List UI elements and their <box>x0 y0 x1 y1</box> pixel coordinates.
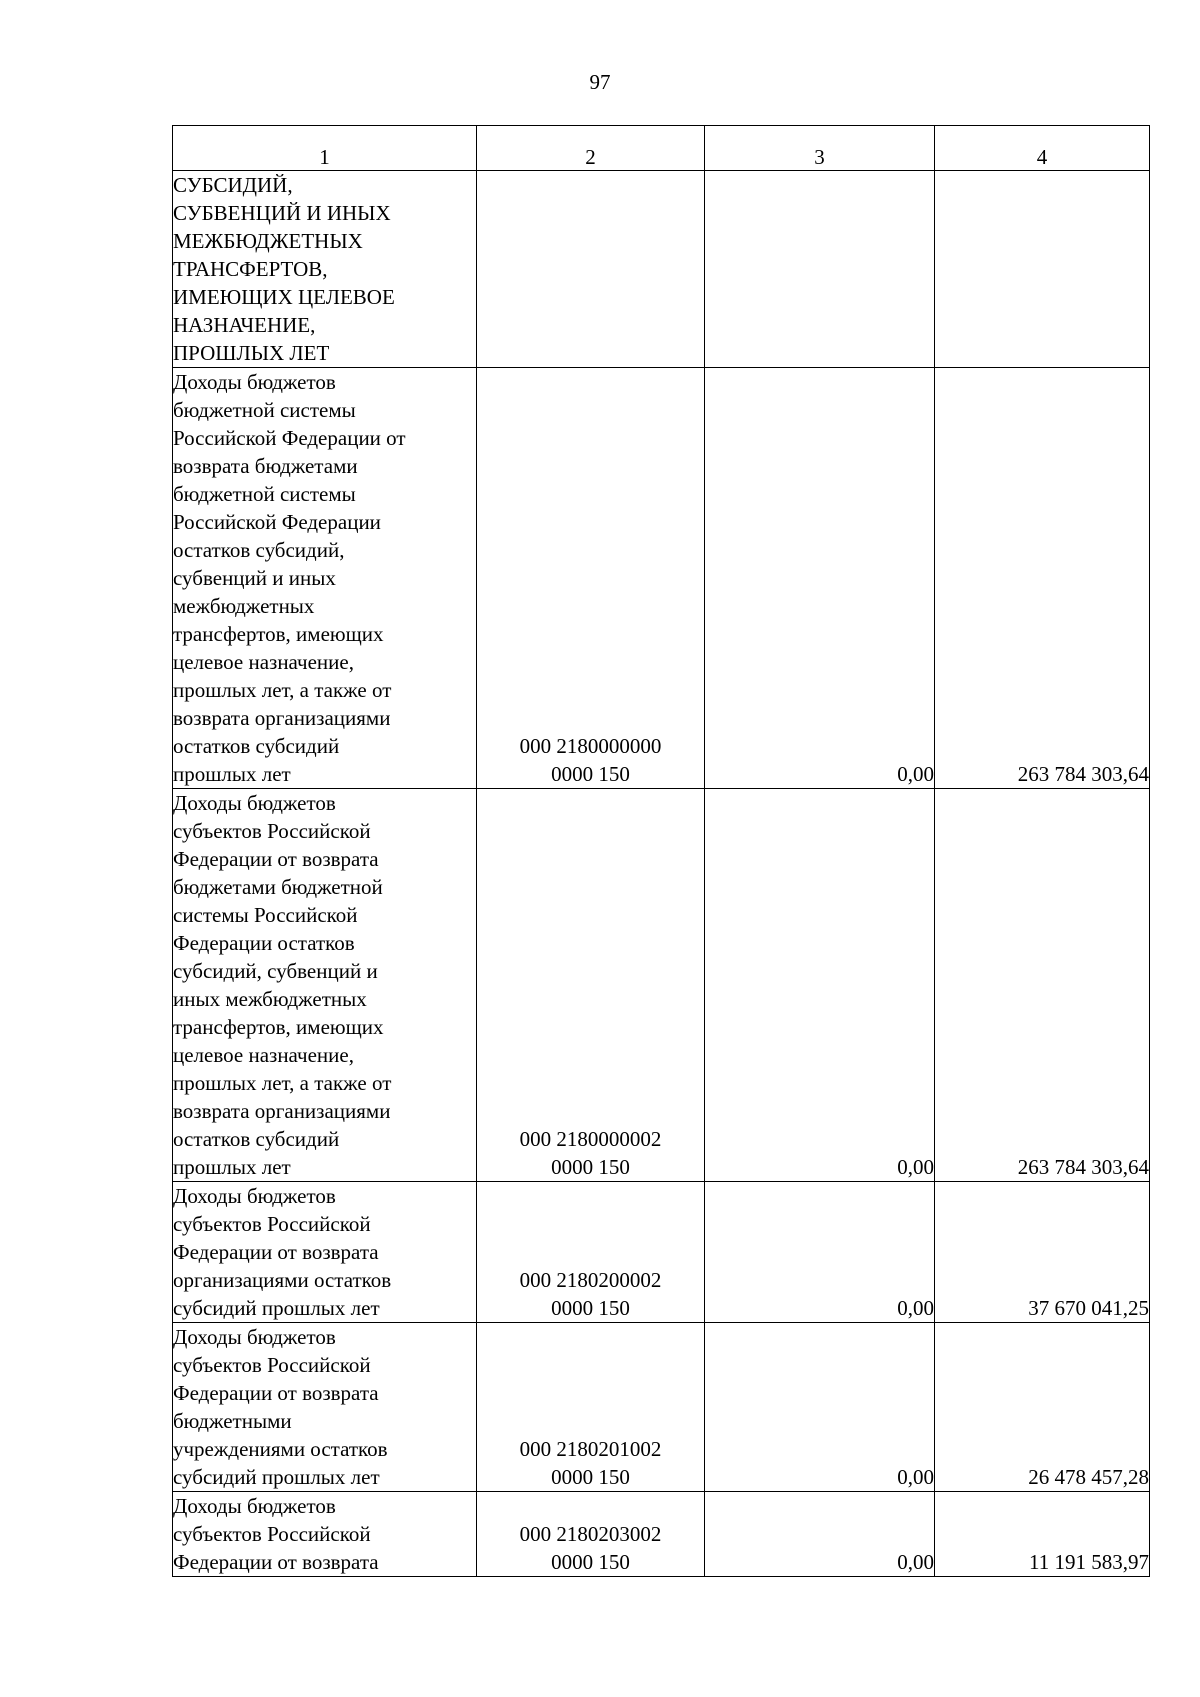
row-description: СУБСИДИЙ, СУБВЕНЦИЙ И ИНЫХ МЕЖБЮДЖЕТНЫХ ТРАНСФЕРТОВ, ИМЕЮЩИХ ЦЕЛЕВОЕ НАЗНАЧЕНИЕ, ПРОШЛЫХ ЛЕТ <box>173 171 477 368</box>
row-description: Доходы бюджетов субъектов Российской Федерации от возврата организациями остатков субсидий прошлых лет <box>173 1182 477 1323</box>
table-row <box>173 1492 1150 1577</box>
row-code: 000 2180203002 0000 150 <box>477 1492 705 1577</box>
column-header: 1 <box>173 126 477 171</box>
row-col4-value: 37 670 041,25 <box>935 1182 1150 1323</box>
row-code: 000 2180000002 0000 150 <box>477 789 705 1182</box>
row-code: 000 2180000000 0000 150 <box>477 368 705 789</box>
row-col3-value: 0,00 <box>705 789 935 1182</box>
row-col4-value: 263 784 303,64 <box>935 789 1150 1182</box>
row-col3-value <box>705 171 935 368</box>
table-row <box>173 1323 1150 1492</box>
budget-table <box>172 125 1150 1577</box>
column-header: 3 <box>705 126 935 171</box>
row-col3-value: 0,00 <box>705 1182 935 1323</box>
row-col3-value: 0,00 <box>705 368 935 789</box>
table-row <box>173 171 1150 368</box>
table-row <box>173 1182 1150 1323</box>
row-col4-value: 263 784 303,64 <box>935 368 1150 789</box>
column-header: 4 <box>935 126 1150 171</box>
row-description: Доходы бюджетов субъектов Российской Федерации от возврата бюджетными учреждениями остатков субсидий прошлых лет <box>173 1323 477 1492</box>
row-code <box>477 171 705 368</box>
row-code: 000 2180200002 0000 150 <box>477 1182 705 1323</box>
row-col4-value: 26 478 457,28 <box>935 1323 1150 1492</box>
table-row <box>173 368 1150 789</box>
row-description: Доходы бюджетов бюджетной системы Российской Федерации от возврата бюджетами бюджетной системы Российской Федерации остатков субсидий, субвенций и иных межбюджетных трансфертов, имеющих целевое назначение, прошлых лет, а также от возврата организациями остатков субсидий прошлых лет <box>173 368 477 789</box>
row-col3-value: 0,00 <box>705 1492 935 1577</box>
row-description: Доходы бюджетов субъектов Российской Федерации от возврата <box>173 1492 477 1577</box>
column-header: 2 <box>477 126 705 171</box>
row-code: 000 2180201002 0000 150 <box>477 1323 705 1492</box>
row-col4-value <box>935 171 1150 368</box>
row-col3-value: 0,00 <box>705 1323 935 1492</box>
row-description: Доходы бюджетов субъектов Российской Федерации от возврата бюджетами бюджетной системы Российской Федерации остатков субсидий, субвенций и иных межбюджетных трансфертов, имеющих целевое назначение, прошлых лет, а также от возврата организациями остатков субсидий прошлых лет <box>173 789 477 1182</box>
row-col4-value: 11 191 583,97 <box>935 1492 1150 1577</box>
table-header-row <box>173 126 1150 171</box>
table-row <box>173 789 1150 1182</box>
page-number: 97 <box>589 70 611 94</box>
